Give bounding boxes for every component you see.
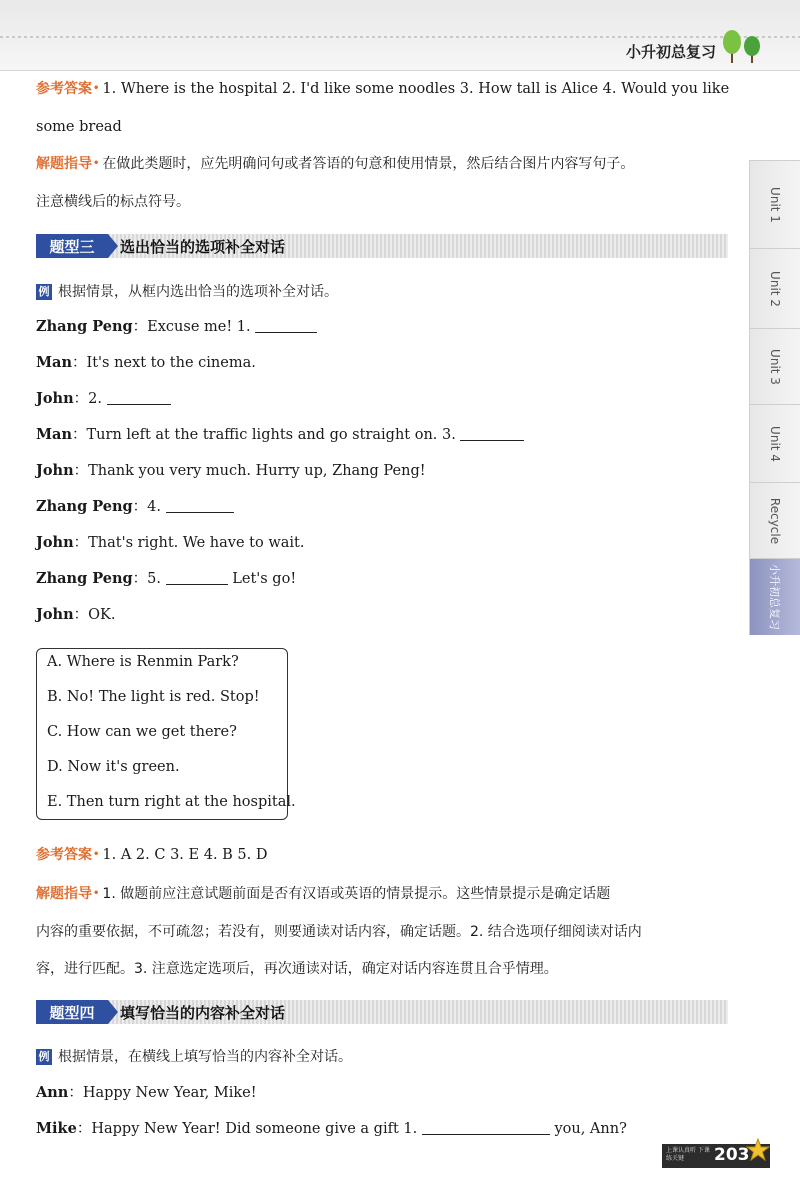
tab-review[interactable]: 小升初总复习 xyxy=(749,558,800,635)
answer-1-line-2: some bread xyxy=(36,119,122,135)
option-b: B. No! The light is red. Stop! xyxy=(47,689,260,705)
section-3-header xyxy=(36,234,728,258)
answer-label: 参考答案• xyxy=(36,847,100,863)
dialogue-line: John：OK. xyxy=(36,606,116,623)
header-title: 小升初总复习 xyxy=(625,43,716,61)
star-icon xyxy=(746,1138,770,1162)
tab-unit-4[interactable]: Unit 4 xyxy=(749,404,800,483)
dialogue-line: Zhang Peng：4. xyxy=(36,497,234,517)
header-dotted-strip xyxy=(0,36,800,38)
page-slogan: 上课认真听 下课练关键 xyxy=(666,1147,710,1162)
options-box xyxy=(36,648,296,820)
dialogue-line: John：2. xyxy=(36,389,171,409)
answer-2-line: 参考答案• 1. A 2. C 3. E 4. B 5. D xyxy=(36,847,268,863)
guide-2-line-2: 内容的重要依据，不可疏忽；若没有，则要通读对话内容，确定话题。2. 结合选项仔细阅读对话内 xyxy=(36,924,642,940)
answer-blank[interactable] xyxy=(460,426,524,441)
section-4-header xyxy=(36,1000,728,1024)
guide-label: 解题指导• xyxy=(36,156,100,172)
answer-blank[interactable] xyxy=(255,318,317,333)
section-4-tag: 题型四 xyxy=(36,1000,108,1024)
tab-unit-3[interactable]: Unit 3 xyxy=(749,328,800,405)
guide-2-line-1: 解题指导• 1. 做题前应注意试题前面是否有汉语或英语的情景提示。这些情景提示是确定话题 xyxy=(36,886,611,902)
section-3-tag: 题型三 xyxy=(36,234,108,258)
option-a: A. Where is Renmin Park? xyxy=(47,654,239,670)
guide-label: 解题指导• xyxy=(36,886,100,902)
dialogue-line: Man：It's next to the cinema. xyxy=(36,354,256,371)
option-c: C. How can we get there? xyxy=(47,724,237,740)
dialogue-line: Man：Turn left at the traffic lights and go straight on. 3. xyxy=(36,425,524,445)
dialogue-line: Mike：Happy New Year! Did someone give a gift 1. you, Ann? xyxy=(36,1120,627,1137)
tab-recycle[interactable]: Recycle xyxy=(749,482,800,559)
option-d: D. Now it's green. xyxy=(47,759,180,775)
section-3-instruction: 例 根据情景，从框内选出恰当的选项补全对话。 xyxy=(36,282,338,302)
dialogue-line: John：Thank you very much. Hurry up, Zhang Peng! xyxy=(36,462,426,479)
example-icon: 例 xyxy=(36,1049,52,1065)
dialogue-line: Ann：Happy New Year, Mike! xyxy=(36,1084,257,1101)
guide-1-line-1: 解题指导• 在做此类题时，应先明确问句或者答语的句意和使用情景，然后结合图片内容写句子。 xyxy=(36,156,635,172)
page-number: 203 xyxy=(714,1145,750,1165)
guide-2-line-3: 容，进行匹配。3. 注意选定选项后，再次通读对话，确定对话内容连贯且合乎情理。 xyxy=(36,961,558,977)
example-icon: 例 xyxy=(36,284,52,300)
tree-icon xyxy=(720,28,764,64)
guide-1-line-2: 注意横线后的标点符号。 xyxy=(36,194,190,210)
answer-blank[interactable] xyxy=(422,1120,550,1135)
answer-1-line-1: 参考答案• 1. Where is the hospital 2. I'd like some noodles 3. How tall is Alice 4. Would you like xyxy=(36,81,730,97)
tab-unit-1[interactable]: Unit 1 xyxy=(749,160,800,249)
dialogue-line: Zhang Peng：5. Let's go! xyxy=(36,570,297,587)
tab-unit-2[interactable]: Unit 2 xyxy=(749,248,800,329)
section-4-title: 填写恰当的内容补全对话 xyxy=(120,1004,286,1022)
dialogue-line: Zhang Peng：Excuse me! 1. xyxy=(36,317,317,337)
answer-blank[interactable] xyxy=(107,390,171,405)
answer-blank[interactable] xyxy=(166,498,234,513)
option-e: E. Then turn right at the hospital. xyxy=(47,794,296,810)
dialogue-line: John：That's right. We have to wait. xyxy=(36,534,305,551)
answer-label: 参考答案• xyxy=(36,81,100,97)
section-4-instruction: 例 根据情景，在横线上填写恰当的内容补全对话。 xyxy=(36,1047,352,1067)
section-3-title: 选出恰当的选项补全对话 xyxy=(120,238,286,256)
answer-blank[interactable] xyxy=(166,570,228,585)
